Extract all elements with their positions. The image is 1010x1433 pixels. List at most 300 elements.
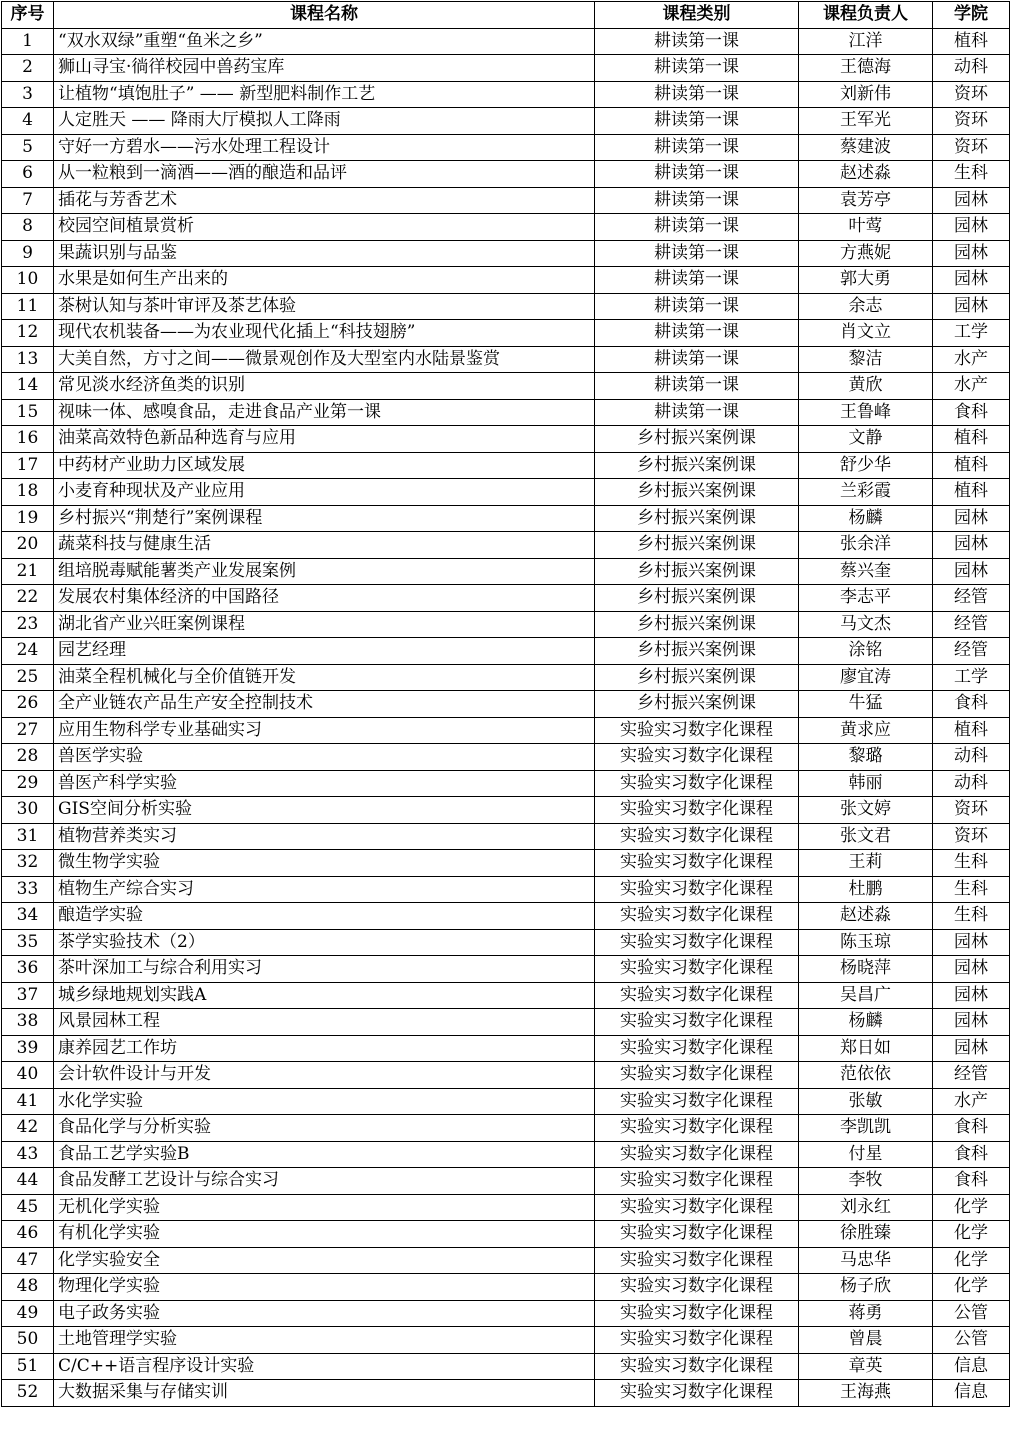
college: 化学	[933, 1274, 1010, 1301]
row-index: 47	[2, 1247, 54, 1274]
row-index: 7	[2, 187, 54, 214]
course-type: 实验实习数字化课程	[595, 982, 799, 1009]
course-lead: 章英	[799, 1353, 933, 1380]
college: 资环	[933, 134, 1010, 161]
course-type: 实验实习数字化课程	[595, 1300, 799, 1327]
course-type: 实验实习数字化课程	[595, 1062, 799, 1089]
college: 化学	[933, 1221, 1010, 1248]
course-lead: 赵述淼	[799, 903, 933, 930]
course-lead: 杨晓萍	[799, 956, 933, 983]
course-lead: 吴昌广	[799, 982, 933, 1009]
table-row	[2, 187, 1010, 214]
course-name: 现代农机装备——为农业现代化插上“科技翅膀”	[54, 320, 595, 347]
course-lead: 王军光	[799, 108, 933, 135]
course-name: 电子政务实验	[54, 1300, 595, 1327]
row-index: 51	[2, 1353, 54, 1380]
course-name: 果蔬识别与品鉴	[54, 240, 595, 267]
course-lead: 蒋勇	[799, 1300, 933, 1327]
row-index: 11	[2, 293, 54, 320]
table-row	[2, 717, 1010, 744]
course-name: 大美自然，方寸之间——微景观创作及大型室内水陆景鉴赏	[54, 346, 595, 373]
row-index: 6	[2, 161, 54, 188]
course-lead: 马文杰	[799, 611, 933, 638]
row-index: 34	[2, 903, 54, 930]
header-course-name: 课程名称	[54, 2, 595, 29]
college: 食科	[933, 691, 1010, 718]
course-lead: 杨麟	[799, 505, 933, 532]
course-lead: 舒少华	[799, 452, 933, 479]
table-row	[2, 108, 1010, 135]
table-row	[2, 823, 1010, 850]
college: 园林	[933, 1009, 1010, 1036]
row-index: 41	[2, 1088, 54, 1115]
course-name: 乡村振兴“荆楚行”案例课程	[54, 505, 595, 532]
course-type: 实验实习数字化课程	[595, 1168, 799, 1195]
college: 园林	[933, 214, 1010, 241]
course-name: 植物生产综合实习	[54, 876, 595, 903]
college: 植科	[933, 717, 1010, 744]
table-row	[2, 1062, 1010, 1089]
college: 动科	[933, 55, 1010, 82]
table-row	[2, 452, 1010, 479]
course-name: 康养园艺工作坊	[54, 1035, 595, 1062]
course-type: 乡村振兴案例课	[595, 452, 799, 479]
course-lead: 刘新伟	[799, 81, 933, 108]
table-row	[2, 876, 1010, 903]
college: 公管	[933, 1300, 1010, 1327]
row-index: 50	[2, 1327, 54, 1354]
table-row	[2, 611, 1010, 638]
course-type: 实验实习数字化课程	[595, 823, 799, 850]
college: 食科	[933, 1168, 1010, 1195]
course-lead: 徐胜臻	[799, 1221, 933, 1248]
course-type: 耕读第一课	[595, 81, 799, 108]
row-index: 45	[2, 1194, 54, 1221]
course-name: 园艺经理	[54, 638, 595, 665]
college: 资环	[933, 108, 1010, 135]
row-index: 37	[2, 982, 54, 1009]
table-row	[2, 373, 1010, 400]
table-row	[2, 744, 1010, 771]
college: 园林	[933, 558, 1010, 585]
table-row	[2, 770, 1010, 797]
table-row	[2, 1380, 1010, 1407]
course-type: 实验实习数字化课程	[595, 1141, 799, 1168]
course-lead: 方燕妮	[799, 240, 933, 267]
course-name: 校园空间植景赏析	[54, 214, 595, 241]
table-row	[2, 1327, 1010, 1354]
course-name: 全产业链农产品生产安全控制技术	[54, 691, 595, 718]
row-index: 39	[2, 1035, 54, 1062]
course-lead: 陈玉琼	[799, 929, 933, 956]
college: 化学	[933, 1247, 1010, 1274]
course-name: 应用生物科学专业基础实习	[54, 717, 595, 744]
college: 资环	[933, 797, 1010, 824]
row-index: 27	[2, 717, 54, 744]
course-type: 实验实习数字化课程	[595, 929, 799, 956]
course-name: 湖北省产业兴旺案例课程	[54, 611, 595, 638]
course-lead: 廖宜涛	[799, 664, 933, 691]
course-name: 食品发酵工艺设计与综合实习	[54, 1168, 595, 1195]
table-row	[2, 1247, 1010, 1274]
course-lead: 兰彩霞	[799, 479, 933, 506]
college: 动科	[933, 744, 1010, 771]
row-index: 30	[2, 797, 54, 824]
course-type: 乡村振兴案例课	[595, 585, 799, 612]
course-name: 蔬菜科技与健康生活	[54, 532, 595, 559]
course-type: 耕读第一课	[595, 346, 799, 373]
college: 园林	[933, 532, 1010, 559]
college: 植科	[933, 479, 1010, 506]
course-type: 实验实习数字化课程	[595, 717, 799, 744]
course-lead: 付星	[799, 1141, 933, 1168]
row-index: 42	[2, 1115, 54, 1142]
row-index: 26	[2, 691, 54, 718]
course-lead: 刘永红	[799, 1194, 933, 1221]
course-type: 耕读第一课	[595, 293, 799, 320]
course-lead: 王莉	[799, 850, 933, 877]
course-type: 实验实习数字化课程	[595, 797, 799, 824]
row-index: 40	[2, 1062, 54, 1089]
row-index: 44	[2, 1168, 54, 1195]
course-lead: 叶莺	[799, 214, 933, 241]
course-type: 耕读第一课	[595, 134, 799, 161]
college: 经管	[933, 611, 1010, 638]
table-row	[2, 426, 1010, 453]
row-index: 52	[2, 1380, 54, 1407]
table-row	[2, 797, 1010, 824]
table-row	[2, 956, 1010, 983]
college: 食科	[933, 399, 1010, 426]
table-row	[2, 1221, 1010, 1248]
course-type: 实验实习数字化课程	[595, 1221, 799, 1248]
course-name: 微生物学实验	[54, 850, 595, 877]
course-type: 乡村振兴案例课	[595, 691, 799, 718]
row-index: 48	[2, 1274, 54, 1301]
course-name: 组培脱毒赋能薯类产业发展案例	[54, 558, 595, 585]
college: 工学	[933, 664, 1010, 691]
college: 水产	[933, 346, 1010, 373]
table-row	[2, 28, 1010, 55]
course-type: 实验实习数字化课程	[595, 1115, 799, 1142]
course-lead: 李牧	[799, 1168, 933, 1195]
course-name: 食品工艺学实验B	[54, 1141, 595, 1168]
course-type: 实验实习数字化课程	[595, 1088, 799, 1115]
row-index: 17	[2, 452, 54, 479]
college: 生科	[933, 850, 1010, 877]
table-row	[2, 1168, 1010, 1195]
course-table	[1, 1, 1010, 1407]
course-type: 耕读第一课	[595, 267, 799, 294]
course-lead: 郭大勇	[799, 267, 933, 294]
college: 资环	[933, 81, 1010, 108]
row-index: 9	[2, 240, 54, 267]
course-lead: 黄求应	[799, 717, 933, 744]
table-row	[2, 134, 1010, 161]
header-course-type: 课程类别	[595, 2, 799, 29]
course-lead: 李凯凯	[799, 1115, 933, 1142]
course-name: 让植物“填饱肚子” —— 新型肥料制作工艺	[54, 81, 595, 108]
course-type: 耕读第一课	[595, 373, 799, 400]
table-row	[2, 55, 1010, 82]
table-row	[2, 240, 1010, 267]
course-type: 实验实习数字化课程	[595, 1194, 799, 1221]
course-type: 耕读第一课	[595, 214, 799, 241]
table-row	[2, 81, 1010, 108]
table-row	[2, 399, 1010, 426]
row-index: 33	[2, 876, 54, 903]
course-lead: 杨麟	[799, 1009, 933, 1036]
course-name: 有机化学实验	[54, 1221, 595, 1248]
course-name: 水果是如何生产出来的	[54, 267, 595, 294]
row-index: 28	[2, 744, 54, 771]
course-name: 油菜高效特色新品种选育与应用	[54, 426, 595, 453]
row-index: 13	[2, 346, 54, 373]
row-index: 23	[2, 611, 54, 638]
course-name: 植物营养类实习	[54, 823, 595, 850]
table-row	[2, 346, 1010, 373]
course-lead: 王海燕	[799, 1380, 933, 1407]
course-type: 实验实习数字化课程	[595, 1274, 799, 1301]
row-index: 15	[2, 399, 54, 426]
header-course-lead: 课程负责人	[799, 2, 933, 29]
table-row	[2, 479, 1010, 506]
course-lead: 赵述淼	[799, 161, 933, 188]
course-lead: 蔡兴奎	[799, 558, 933, 585]
row-index: 38	[2, 1009, 54, 1036]
course-name: 无机化学实验	[54, 1194, 595, 1221]
course-type: 乡村振兴案例课	[595, 638, 799, 665]
course-name: 发展农村集体经济的中国路径	[54, 585, 595, 612]
table-row	[2, 532, 1010, 559]
table-row	[2, 293, 1010, 320]
course-type: 耕读第一课	[595, 108, 799, 135]
course-type: 实验实习数字化课程	[595, 1247, 799, 1274]
course-type: 实验实习数字化课程	[595, 876, 799, 903]
college: 水产	[933, 1088, 1010, 1115]
college: 动科	[933, 770, 1010, 797]
course-name: 大数据采集与存储实训	[54, 1380, 595, 1407]
course-type: 实验实习数字化课程	[595, 1035, 799, 1062]
table-row	[2, 982, 1010, 1009]
course-type: 耕读第一课	[595, 240, 799, 267]
course-lead: 江洋	[799, 28, 933, 55]
course-name: 酿造学实验	[54, 903, 595, 930]
course-type: 乡村振兴案例课	[595, 611, 799, 638]
college: 经管	[933, 1062, 1010, 1089]
college: 经管	[933, 585, 1010, 612]
table-row	[2, 1088, 1010, 1115]
table-row	[2, 691, 1010, 718]
row-index: 10	[2, 267, 54, 294]
college: 植科	[933, 28, 1010, 55]
row-index: 19	[2, 505, 54, 532]
course-type: 耕读第一课	[595, 320, 799, 347]
course-name: 插花与芳香艺术	[54, 187, 595, 214]
header-row	[2, 2, 1010, 29]
course-lead: 郑日如	[799, 1035, 933, 1062]
course-type: 乡村振兴案例课	[595, 505, 799, 532]
course-type: 实验实习数字化课程	[595, 1380, 799, 1407]
table-row	[2, 1194, 1010, 1221]
table-row	[2, 1115, 1010, 1142]
course-type: 实验实习数字化课程	[595, 1009, 799, 1036]
table-row	[2, 929, 1010, 956]
header-college: 学院	[933, 2, 1010, 29]
course-name: 风景园林工程	[54, 1009, 595, 1036]
course-type: 实验实习数字化课程	[595, 744, 799, 771]
college: 资环	[933, 823, 1010, 850]
course-lead: 王鲁峰	[799, 399, 933, 426]
course-type: 实验实习数字化课程	[595, 1327, 799, 1354]
course-lead: 李志平	[799, 585, 933, 612]
row-index: 25	[2, 664, 54, 691]
course-type: 实验实习数字化课程	[595, 903, 799, 930]
course-lead: 张余洋	[799, 532, 933, 559]
course-lead: 黄欣	[799, 373, 933, 400]
row-index: 12	[2, 320, 54, 347]
course-lead: 杨子欣	[799, 1274, 933, 1301]
college: 工学	[933, 320, 1010, 347]
course-lead: 余志	[799, 293, 933, 320]
course-lead: 牛猛	[799, 691, 933, 718]
header-index: 序号	[2, 2, 54, 29]
college: 园林	[933, 187, 1010, 214]
row-index: 21	[2, 558, 54, 585]
course-lead: 曾晨	[799, 1327, 933, 1354]
course-lead: 袁芳亭	[799, 187, 933, 214]
row-index: 32	[2, 850, 54, 877]
course-lead: 黎洁	[799, 346, 933, 373]
row-index: 20	[2, 532, 54, 559]
course-name: GIS空间分析实验	[54, 797, 595, 824]
course-lead: 张敏	[799, 1088, 933, 1115]
table-row	[2, 1353, 1010, 1380]
row-index: 29	[2, 770, 54, 797]
course-name: 茶学实验技术（2）	[54, 929, 595, 956]
course-name: 常见淡水经济鱼类的识别	[54, 373, 595, 400]
college: 信息	[933, 1353, 1010, 1380]
college: 生科	[933, 161, 1010, 188]
college: 植科	[933, 426, 1010, 453]
row-index: 18	[2, 479, 54, 506]
course-type: 实验实习数字化课程	[595, 770, 799, 797]
row-index: 49	[2, 1300, 54, 1327]
row-index: 16	[2, 426, 54, 453]
row-index: 1	[2, 28, 54, 55]
table-row	[2, 320, 1010, 347]
table-row	[2, 1300, 1010, 1327]
course-name: 狮山寻宝·徜徉校园中兽药宝库	[54, 55, 595, 82]
course-name: 茶叶深加工与综合利用实习	[54, 956, 595, 983]
course-name: C/C++语言程序设计实验	[54, 1353, 595, 1380]
course-lead: 黎璐	[799, 744, 933, 771]
college: 园林	[933, 267, 1010, 294]
college: 生科	[933, 903, 1010, 930]
college: 水产	[933, 373, 1010, 400]
course-name: 守好一方碧水——污水处理工程设计	[54, 134, 595, 161]
course-type: 实验实习数字化课程	[595, 850, 799, 877]
table-row	[2, 214, 1010, 241]
college: 园林	[933, 240, 1010, 267]
course-type: 乡村振兴案例课	[595, 558, 799, 585]
table-row	[2, 903, 1010, 930]
table-row	[2, 267, 1010, 294]
college: 食科	[933, 1141, 1010, 1168]
course-type: 耕读第一课	[595, 28, 799, 55]
course-type: 实验实习数字化课程	[595, 1353, 799, 1380]
table-row	[2, 1009, 1010, 1036]
course-name: 中药材产业助力区域发展	[54, 452, 595, 479]
row-index: 43	[2, 1141, 54, 1168]
row-index: 5	[2, 134, 54, 161]
college: 经管	[933, 638, 1010, 665]
course-type: 乡村振兴案例课	[595, 479, 799, 506]
course-lead: 马忠华	[799, 1247, 933, 1274]
course-name: 城乡绿地规划实践A	[54, 982, 595, 1009]
college: 园林	[933, 505, 1010, 532]
college: 食科	[933, 1115, 1010, 1142]
table-row	[2, 664, 1010, 691]
course-lead: 文静	[799, 426, 933, 453]
course-name: 视味一体、感嗅食品，走进食品产业第一课	[54, 399, 595, 426]
table-row	[2, 1035, 1010, 1062]
course-type: 乡村振兴案例课	[595, 532, 799, 559]
course-name: 食品化学与分析实验	[54, 1115, 595, 1142]
college: 生科	[933, 876, 1010, 903]
table-row	[2, 850, 1010, 877]
course-type: 耕读第一课	[595, 161, 799, 188]
course-name: 兽医学实验	[54, 744, 595, 771]
row-index: 4	[2, 108, 54, 135]
course-name: 土地管理学实验	[54, 1327, 595, 1354]
course-lead: 张文婷	[799, 797, 933, 824]
course-type: 耕读第一课	[595, 55, 799, 82]
course-name: 水化学实验	[54, 1088, 595, 1115]
course-name: “双水双绿”重塑“鱼米之乡”	[54, 28, 595, 55]
college: 园林	[933, 982, 1010, 1009]
table-row	[2, 1141, 1010, 1168]
course-name: 化学实验安全	[54, 1247, 595, 1274]
course-type: 耕读第一课	[595, 187, 799, 214]
college: 园林	[933, 1035, 1010, 1062]
course-name: 兽医产科学实验	[54, 770, 595, 797]
row-index: 8	[2, 214, 54, 241]
course-lead: 肖文立	[799, 320, 933, 347]
college: 信息	[933, 1380, 1010, 1407]
table-row	[2, 161, 1010, 188]
row-index: 22	[2, 585, 54, 612]
college: 园林	[933, 293, 1010, 320]
course-lead: 涂铭	[799, 638, 933, 665]
course-name: 会计软件设计与开发	[54, 1062, 595, 1089]
row-index: 3	[2, 81, 54, 108]
course-lead: 蔡建波	[799, 134, 933, 161]
table-row	[2, 638, 1010, 665]
row-index: 35	[2, 929, 54, 956]
course-name: 小麦育种现状及产业应用	[54, 479, 595, 506]
course-name: 油菜全程机械化与全价值链开发	[54, 664, 595, 691]
row-index: 24	[2, 638, 54, 665]
row-index: 46	[2, 1221, 54, 1248]
table-row	[2, 558, 1010, 585]
college: 园林	[933, 956, 1010, 983]
table-row	[2, 585, 1010, 612]
table-row	[2, 505, 1010, 532]
course-type: 乡村振兴案例课	[595, 664, 799, 691]
college: 化学	[933, 1194, 1010, 1221]
course-name: 从一粒粮到一滴酒——酒的酿造和品评	[54, 161, 595, 188]
